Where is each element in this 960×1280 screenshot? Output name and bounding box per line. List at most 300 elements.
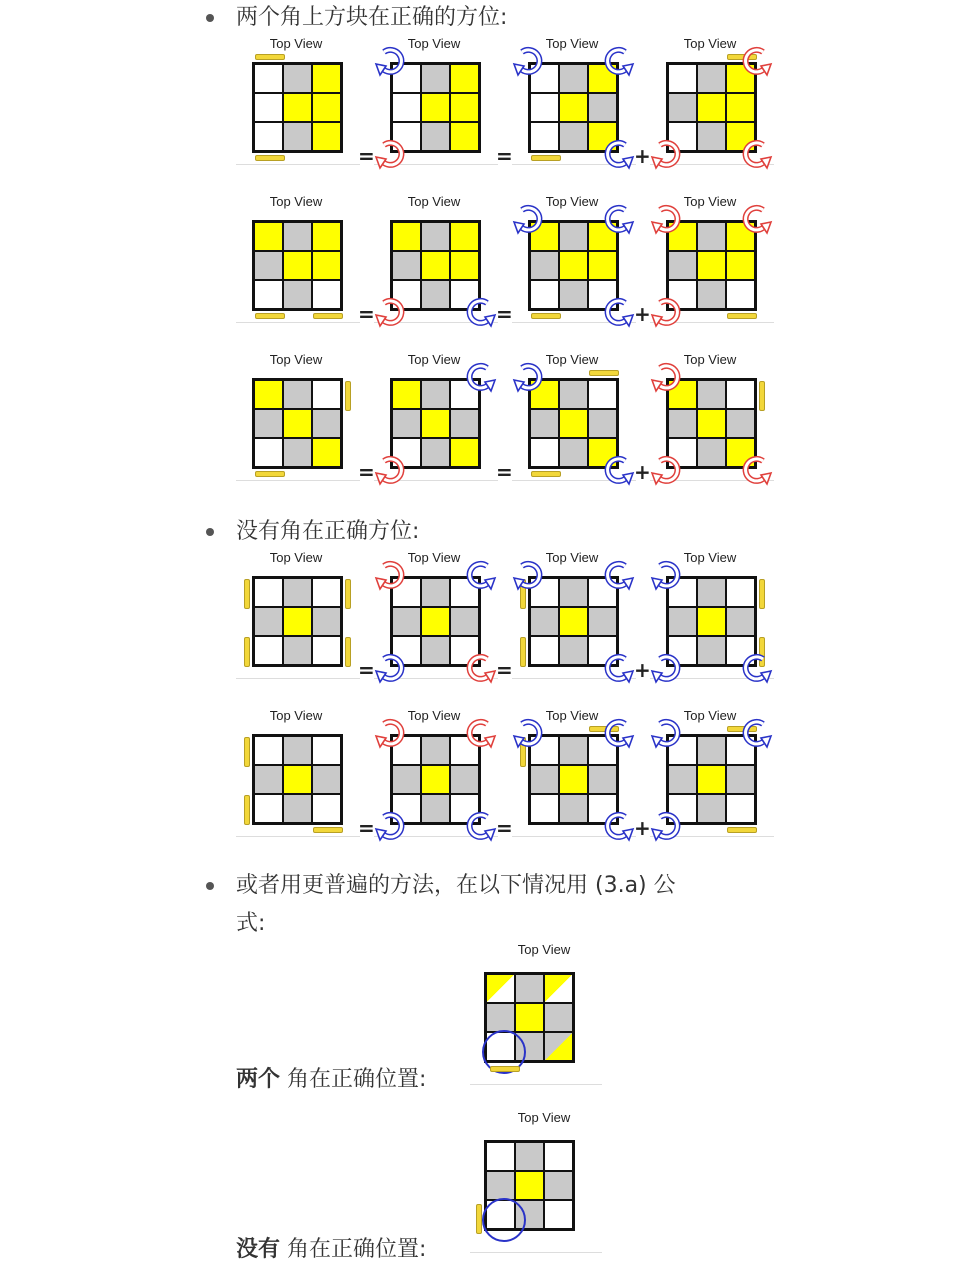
cube-facelet bbox=[283, 578, 312, 607]
cube-facelet bbox=[515, 1171, 544, 1200]
cube-facelet bbox=[392, 765, 421, 794]
cube-facelet bbox=[421, 409, 450, 438]
cube-facelet bbox=[312, 122, 341, 151]
cube-diagram-panel bbox=[650, 194, 774, 324]
cube-diagram-panel bbox=[650, 352, 774, 482]
equals-sign: = bbox=[496, 658, 513, 682]
cube-facelet bbox=[254, 607, 283, 636]
cube-facelet bbox=[588, 607, 617, 636]
top-view-label: Top View bbox=[683, 352, 737, 367]
cube-facelet bbox=[283, 122, 312, 151]
edge-sticker-mark bbox=[531, 155, 561, 161]
cube-facelet bbox=[726, 93, 755, 122]
cube-facelet bbox=[450, 93, 479, 122]
rotate-arrow-icon bbox=[512, 202, 546, 236]
cube-facelet bbox=[559, 438, 588, 467]
cube-facelet bbox=[254, 409, 283, 438]
rotate-arrow-icon bbox=[739, 453, 773, 487]
cube-facelet bbox=[421, 280, 450, 309]
cube-facelet bbox=[421, 438, 450, 467]
cube-facelet bbox=[450, 409, 479, 438]
cube-facelet bbox=[254, 122, 283, 151]
cube-facelet bbox=[544, 1032, 573, 1061]
cube-facelet bbox=[254, 765, 283, 794]
cube-facelet bbox=[544, 974, 573, 1003]
cube-facelet bbox=[530, 93, 559, 122]
cube-facelet bbox=[697, 794, 726, 823]
cube-facelet bbox=[530, 607, 559, 636]
rotate-arrow-icon bbox=[463, 809, 497, 843]
cube-facelet bbox=[283, 438, 312, 467]
cube-facelet bbox=[283, 794, 312, 823]
cube-facelet bbox=[450, 251, 479, 280]
edge-sticker-mark bbox=[759, 381, 765, 411]
top-view-label: Top View bbox=[517, 942, 571, 957]
cube-facelet bbox=[697, 607, 726, 636]
cube-facelet bbox=[421, 578, 450, 607]
rotate-arrow-icon bbox=[650, 716, 684, 750]
rotate-arrow-icon bbox=[601, 558, 635, 592]
rotate-arrow-icon bbox=[463, 558, 497, 592]
cube-facelet bbox=[283, 222, 312, 251]
edge-sticker-mark bbox=[313, 313, 343, 319]
cube-facelet bbox=[283, 765, 312, 794]
edge-sticker-mark bbox=[531, 471, 561, 477]
cube-facelet bbox=[668, 93, 697, 122]
top-view-label: Top View bbox=[269, 550, 323, 565]
cube-facelet bbox=[530, 636, 559, 665]
edge-sticker-mark bbox=[531, 313, 561, 319]
rotate-arrow-icon bbox=[601, 453, 635, 487]
cube-facelet bbox=[668, 251, 697, 280]
edge-sticker-mark bbox=[255, 155, 285, 161]
cube-diagram-panel bbox=[512, 194, 636, 324]
top-view-label: Top View bbox=[407, 352, 461, 367]
cube-facelet bbox=[450, 222, 479, 251]
cube-facelet bbox=[559, 607, 588, 636]
cube-facelet bbox=[697, 765, 726, 794]
cube-facelet bbox=[254, 736, 283, 765]
rotate-arrow-icon bbox=[374, 295, 408, 329]
cube-facelet bbox=[530, 438, 559, 467]
cube-facelet bbox=[421, 380, 450, 409]
cube-facelet bbox=[588, 93, 617, 122]
cube-facelet bbox=[312, 636, 341, 665]
top-view-label: Top View bbox=[683, 708, 737, 723]
cube-diagram-panel bbox=[236, 194, 360, 324]
panel-baseline bbox=[236, 164, 360, 165]
cube-facelet bbox=[697, 251, 726, 280]
cube-facelet bbox=[254, 636, 283, 665]
cube-facelet bbox=[559, 736, 588, 765]
cube-facelet bbox=[697, 736, 726, 765]
edge-sticker-mark bbox=[345, 579, 351, 609]
cube-facelet bbox=[450, 64, 479, 93]
top-view-label: Top View bbox=[269, 352, 323, 367]
edge-sticker-mark bbox=[255, 54, 285, 60]
rotate-arrow-icon bbox=[601, 295, 635, 329]
cube-facelet bbox=[697, 438, 726, 467]
cube-facelet bbox=[312, 222, 341, 251]
cube-facelet bbox=[530, 251, 559, 280]
plus-sign: + bbox=[634, 816, 651, 840]
cube-facelet bbox=[530, 122, 559, 151]
cube-facelet bbox=[283, 636, 312, 665]
rotate-arrow-icon bbox=[739, 651, 773, 685]
top-view-label: Top View bbox=[545, 708, 599, 723]
cube-facelet bbox=[697, 122, 726, 151]
rotate-arrow-icon bbox=[601, 716, 635, 750]
equals-sign: = bbox=[496, 460, 513, 484]
cube-facelet bbox=[392, 607, 421, 636]
case-caption-text: 角在正确位置: bbox=[280, 1237, 427, 1262]
rotate-arrow-icon bbox=[374, 809, 408, 843]
edge-sticker-mark bbox=[476, 1204, 482, 1234]
cube-facelet bbox=[421, 222, 450, 251]
cube-facelet bbox=[450, 765, 479, 794]
top-view-label: Top View bbox=[269, 36, 323, 51]
cube-diagram-panel bbox=[470, 942, 602, 1072]
cube-facelet bbox=[283, 380, 312, 409]
rotate-arrow-icon bbox=[512, 360, 546, 394]
cube-diagram-panel bbox=[374, 708, 498, 838]
cube-facelet bbox=[559, 409, 588, 438]
cube-facelet bbox=[283, 64, 312, 93]
cube-facelet bbox=[530, 765, 559, 794]
cube-top-face-grid bbox=[252, 62, 343, 153]
cube-facelet bbox=[515, 1142, 544, 1171]
cube-facelet bbox=[559, 64, 588, 93]
plus-sign: + bbox=[634, 144, 651, 168]
cube-facelet bbox=[559, 93, 588, 122]
cube-facelet bbox=[254, 578, 283, 607]
top-view-label: Top View bbox=[683, 550, 737, 565]
case-caption-bold: 两个 bbox=[236, 1067, 281, 1092]
cube-facelet bbox=[312, 438, 341, 467]
section-heading: 或者用更普遍的方法，在以下情况用 (3.a) 公 bbox=[236, 873, 676, 898]
rotate-arrow-icon bbox=[601, 809, 635, 843]
rotate-arrow-icon bbox=[374, 651, 408, 685]
cube-facelet bbox=[312, 794, 341, 823]
rotate-arrow-icon bbox=[601, 44, 635, 78]
rotate-arrow-icon bbox=[650, 137, 684, 171]
cube-facelet bbox=[559, 578, 588, 607]
cube-facelet bbox=[312, 280, 341, 309]
rotate-arrow-icon bbox=[512, 716, 546, 750]
cube-diagram-panel bbox=[236, 708, 360, 838]
cube-facelet bbox=[726, 409, 755, 438]
edge-sticker-mark bbox=[244, 737, 250, 767]
cube-facelet bbox=[559, 636, 588, 665]
cube-facelet bbox=[697, 636, 726, 665]
cube-facelet bbox=[530, 794, 559, 823]
cube-diagram-panel bbox=[374, 194, 498, 324]
rotate-arrow-icon bbox=[650, 295, 684, 329]
edge-sticker-mark bbox=[345, 637, 351, 667]
cube-facelet bbox=[486, 1142, 515, 1171]
rotate-arrow-icon bbox=[650, 453, 684, 487]
cube-top-face-grid bbox=[252, 576, 343, 667]
cube-facelet bbox=[697, 280, 726, 309]
plus-sign: + bbox=[634, 302, 651, 326]
cube-facelet bbox=[697, 380, 726, 409]
cube-facelet bbox=[283, 280, 312, 309]
cube-facelet bbox=[726, 251, 755, 280]
cube-facelet bbox=[559, 765, 588, 794]
top-view-label: Top View bbox=[545, 352, 599, 367]
section-heading-continued: 式: bbox=[236, 911, 266, 936]
cube-facelet bbox=[559, 280, 588, 309]
edge-sticker-mark bbox=[727, 313, 757, 319]
equals-sign: = bbox=[496, 144, 513, 168]
cube-facelet bbox=[421, 765, 450, 794]
cube-facelet bbox=[421, 93, 450, 122]
rotate-arrow-icon bbox=[374, 453, 408, 487]
cube-diagram-panel bbox=[650, 550, 774, 680]
cube-facelet bbox=[726, 578, 755, 607]
cube-facelet bbox=[421, 122, 450, 151]
rotate-arrow-icon bbox=[512, 558, 546, 592]
top-view-label: Top View bbox=[407, 36, 461, 51]
cube-diagram-panel bbox=[374, 352, 498, 482]
cube-facelet bbox=[726, 607, 755, 636]
cube-diagram-panel bbox=[470, 1110, 602, 1240]
cube-facelet bbox=[588, 380, 617, 409]
edge-sticker-mark bbox=[244, 579, 250, 609]
cube-facelet bbox=[726, 794, 755, 823]
cube-facelet bbox=[421, 607, 450, 636]
cube-diagram-panel bbox=[650, 36, 774, 166]
rotate-arrow-icon bbox=[601, 651, 635, 685]
edge-sticker-mark bbox=[589, 370, 619, 376]
top-view-label: Top View bbox=[407, 708, 461, 723]
cube-facelet bbox=[392, 251, 421, 280]
section-heading: 两个角上方块在正确的方位: bbox=[236, 5, 508, 30]
cube-facelet bbox=[726, 765, 755, 794]
cube-facelet bbox=[450, 122, 479, 151]
top-view-label: Top View bbox=[407, 194, 461, 209]
cube-facelet bbox=[283, 607, 312, 636]
edge-sticker-mark bbox=[244, 637, 250, 667]
cube-facelet bbox=[283, 251, 312, 280]
panel-baseline bbox=[470, 1084, 602, 1085]
cube-facelet bbox=[312, 409, 341, 438]
cube-facelet bbox=[697, 93, 726, 122]
panel-baseline bbox=[236, 678, 360, 679]
top-view-label: Top View bbox=[683, 36, 737, 51]
cube-facelet bbox=[254, 93, 283, 122]
cube-facelet bbox=[697, 578, 726, 607]
cube-facelet bbox=[588, 409, 617, 438]
cube-facelet bbox=[588, 765, 617, 794]
cube-facelet bbox=[697, 222, 726, 251]
cube-facelet bbox=[530, 409, 559, 438]
edge-sticker-mark bbox=[727, 827, 757, 833]
cube-diagram-panel bbox=[374, 36, 498, 166]
cube-facelet bbox=[312, 251, 341, 280]
cube-top-face-grid bbox=[252, 378, 343, 469]
cube-facelet bbox=[254, 251, 283, 280]
top-view-label: Top View bbox=[269, 194, 323, 209]
cube-facelet bbox=[486, 1003, 515, 1032]
cube-facelet bbox=[544, 1003, 573, 1032]
cube-facelet bbox=[254, 222, 283, 251]
equals-sign: = bbox=[496, 816, 513, 840]
rotate-arrow-icon bbox=[463, 295, 497, 329]
cube-facelet bbox=[559, 380, 588, 409]
cube-facelet bbox=[668, 64, 697, 93]
cube-facelet bbox=[254, 438, 283, 467]
equals-sign: = bbox=[358, 816, 375, 840]
cube-diagram-panel bbox=[650, 708, 774, 838]
panel-baseline bbox=[236, 322, 360, 323]
equals-sign: = bbox=[358, 658, 375, 682]
plus-sign: + bbox=[634, 460, 651, 484]
rotate-arrow-icon bbox=[374, 716, 408, 750]
edge-sticker-mark bbox=[345, 381, 351, 411]
cube-facelet bbox=[559, 251, 588, 280]
edge-sticker-mark bbox=[244, 795, 250, 825]
cube-facelet bbox=[254, 794, 283, 823]
cube-facelet bbox=[486, 1171, 515, 1200]
cube-facelet bbox=[450, 607, 479, 636]
edge-sticker-mark bbox=[255, 313, 285, 319]
cube-facelet bbox=[283, 93, 312, 122]
cube-facelet bbox=[668, 409, 697, 438]
cube-facelet bbox=[515, 974, 544, 1003]
cube-facelet bbox=[697, 409, 726, 438]
rotate-arrow-icon bbox=[374, 558, 408, 592]
cube-facelet bbox=[697, 64, 726, 93]
cube-facelet bbox=[392, 93, 421, 122]
rotate-arrow-icon bbox=[463, 360, 497, 394]
rotate-arrow-icon bbox=[739, 137, 773, 171]
bullet-dot bbox=[206, 14, 214, 22]
cube-facelet bbox=[668, 607, 697, 636]
cube-facelet bbox=[312, 380, 341, 409]
edge-sticker-mark bbox=[520, 637, 526, 667]
cube-facelet bbox=[283, 736, 312, 765]
rotate-arrow-icon bbox=[512, 44, 546, 78]
rotate-arrow-icon bbox=[601, 202, 635, 236]
cube-facelet bbox=[544, 1171, 573, 1200]
cube-facelet bbox=[312, 765, 341, 794]
cube-facelet bbox=[254, 280, 283, 309]
cube-facelet bbox=[450, 438, 479, 467]
cube-top-face-grid bbox=[252, 220, 343, 311]
rotate-arrow-icon bbox=[739, 716, 773, 750]
cube-diagram-panel bbox=[236, 550, 360, 680]
top-view-label: Top View bbox=[545, 194, 599, 209]
bullet-dot bbox=[206, 528, 214, 536]
cube-facelet bbox=[254, 380, 283, 409]
panel-baseline bbox=[236, 836, 360, 837]
cube-facelet bbox=[421, 251, 450, 280]
cube-facelet bbox=[421, 794, 450, 823]
case-caption-bold: 没有 bbox=[236, 1237, 281, 1262]
cube-facelet bbox=[726, 280, 755, 309]
case-caption bbox=[236, 1232, 426, 1263]
cube-facelet bbox=[544, 1142, 573, 1171]
cube-facelet bbox=[668, 765, 697, 794]
cube-facelet bbox=[559, 222, 588, 251]
cube-facelet bbox=[421, 736, 450, 765]
case-caption bbox=[236, 1062, 426, 1093]
edge-sticker-mark bbox=[255, 471, 285, 477]
cube-facelet bbox=[312, 607, 341, 636]
panel-baseline bbox=[236, 480, 360, 481]
edge-sticker-mark bbox=[313, 827, 343, 833]
cube-facelet bbox=[515, 1003, 544, 1032]
edge-sticker-mark bbox=[490, 1066, 520, 1072]
rotate-arrow-icon bbox=[374, 137, 408, 171]
rotate-arrow-icon bbox=[601, 137, 635, 171]
cube-facelet bbox=[559, 794, 588, 823]
panel-baseline bbox=[470, 1252, 602, 1253]
cube-facelet bbox=[392, 222, 421, 251]
rotate-arrow-icon bbox=[650, 360, 684, 394]
top-view-label: Top View bbox=[517, 1110, 571, 1125]
cube-facelet bbox=[588, 251, 617, 280]
top-view-label: Top View bbox=[545, 36, 599, 51]
bullet-dot bbox=[206, 882, 214, 890]
cube-diagram-panel bbox=[512, 352, 636, 482]
cube-facelet bbox=[421, 636, 450, 665]
equals-sign: = bbox=[358, 460, 375, 484]
rotate-arrow-icon bbox=[650, 809, 684, 843]
rotate-arrow-icon bbox=[650, 558, 684, 592]
equals-sign: = bbox=[496, 302, 513, 326]
top-view-label: Top View bbox=[545, 550, 599, 565]
cube-facelet bbox=[559, 122, 588, 151]
cube-facelet bbox=[254, 64, 283, 93]
cube-facelet bbox=[544, 1200, 573, 1229]
cube-facelet bbox=[421, 64, 450, 93]
rotate-arrow-icon bbox=[463, 651, 497, 685]
rotate-arrow-icon bbox=[463, 716, 497, 750]
cube-facelet bbox=[392, 409, 421, 438]
cube-facelet bbox=[312, 93, 341, 122]
cube-facelet bbox=[283, 409, 312, 438]
equals-sign: = bbox=[358, 302, 375, 326]
cube-facelet bbox=[530, 280, 559, 309]
cube-diagram-panel bbox=[374, 550, 498, 680]
rotate-arrow-icon bbox=[650, 202, 684, 236]
rotate-arrow-icon bbox=[739, 44, 773, 78]
plus-sign: + bbox=[634, 658, 651, 682]
rotate-arrow-icon bbox=[650, 651, 684, 685]
cube-facelet bbox=[312, 64, 341, 93]
top-view-label: Top View bbox=[269, 708, 323, 723]
rotate-arrow-icon bbox=[739, 202, 773, 236]
cube-top-face-grid bbox=[252, 734, 343, 825]
cube-diagram-panel bbox=[236, 36, 360, 166]
cube-facelet bbox=[312, 578, 341, 607]
cube-facelet bbox=[392, 380, 421, 409]
equals-sign: = bbox=[358, 144, 375, 168]
top-view-label: Top View bbox=[407, 550, 461, 565]
cube-facelet bbox=[726, 380, 755, 409]
rotate-arrow-icon bbox=[374, 44, 408, 78]
cube-diagram-panel bbox=[512, 550, 636, 680]
cube-facelet bbox=[486, 974, 515, 1003]
edge-sticker-mark bbox=[759, 579, 765, 609]
section-heading: 没有角在正确方位: bbox=[236, 519, 420, 544]
top-view-label: Top View bbox=[683, 194, 737, 209]
highlight-circle bbox=[482, 1198, 526, 1242]
cube-diagram-panel bbox=[512, 36, 636, 166]
cube-diagram-panel bbox=[512, 708, 636, 838]
